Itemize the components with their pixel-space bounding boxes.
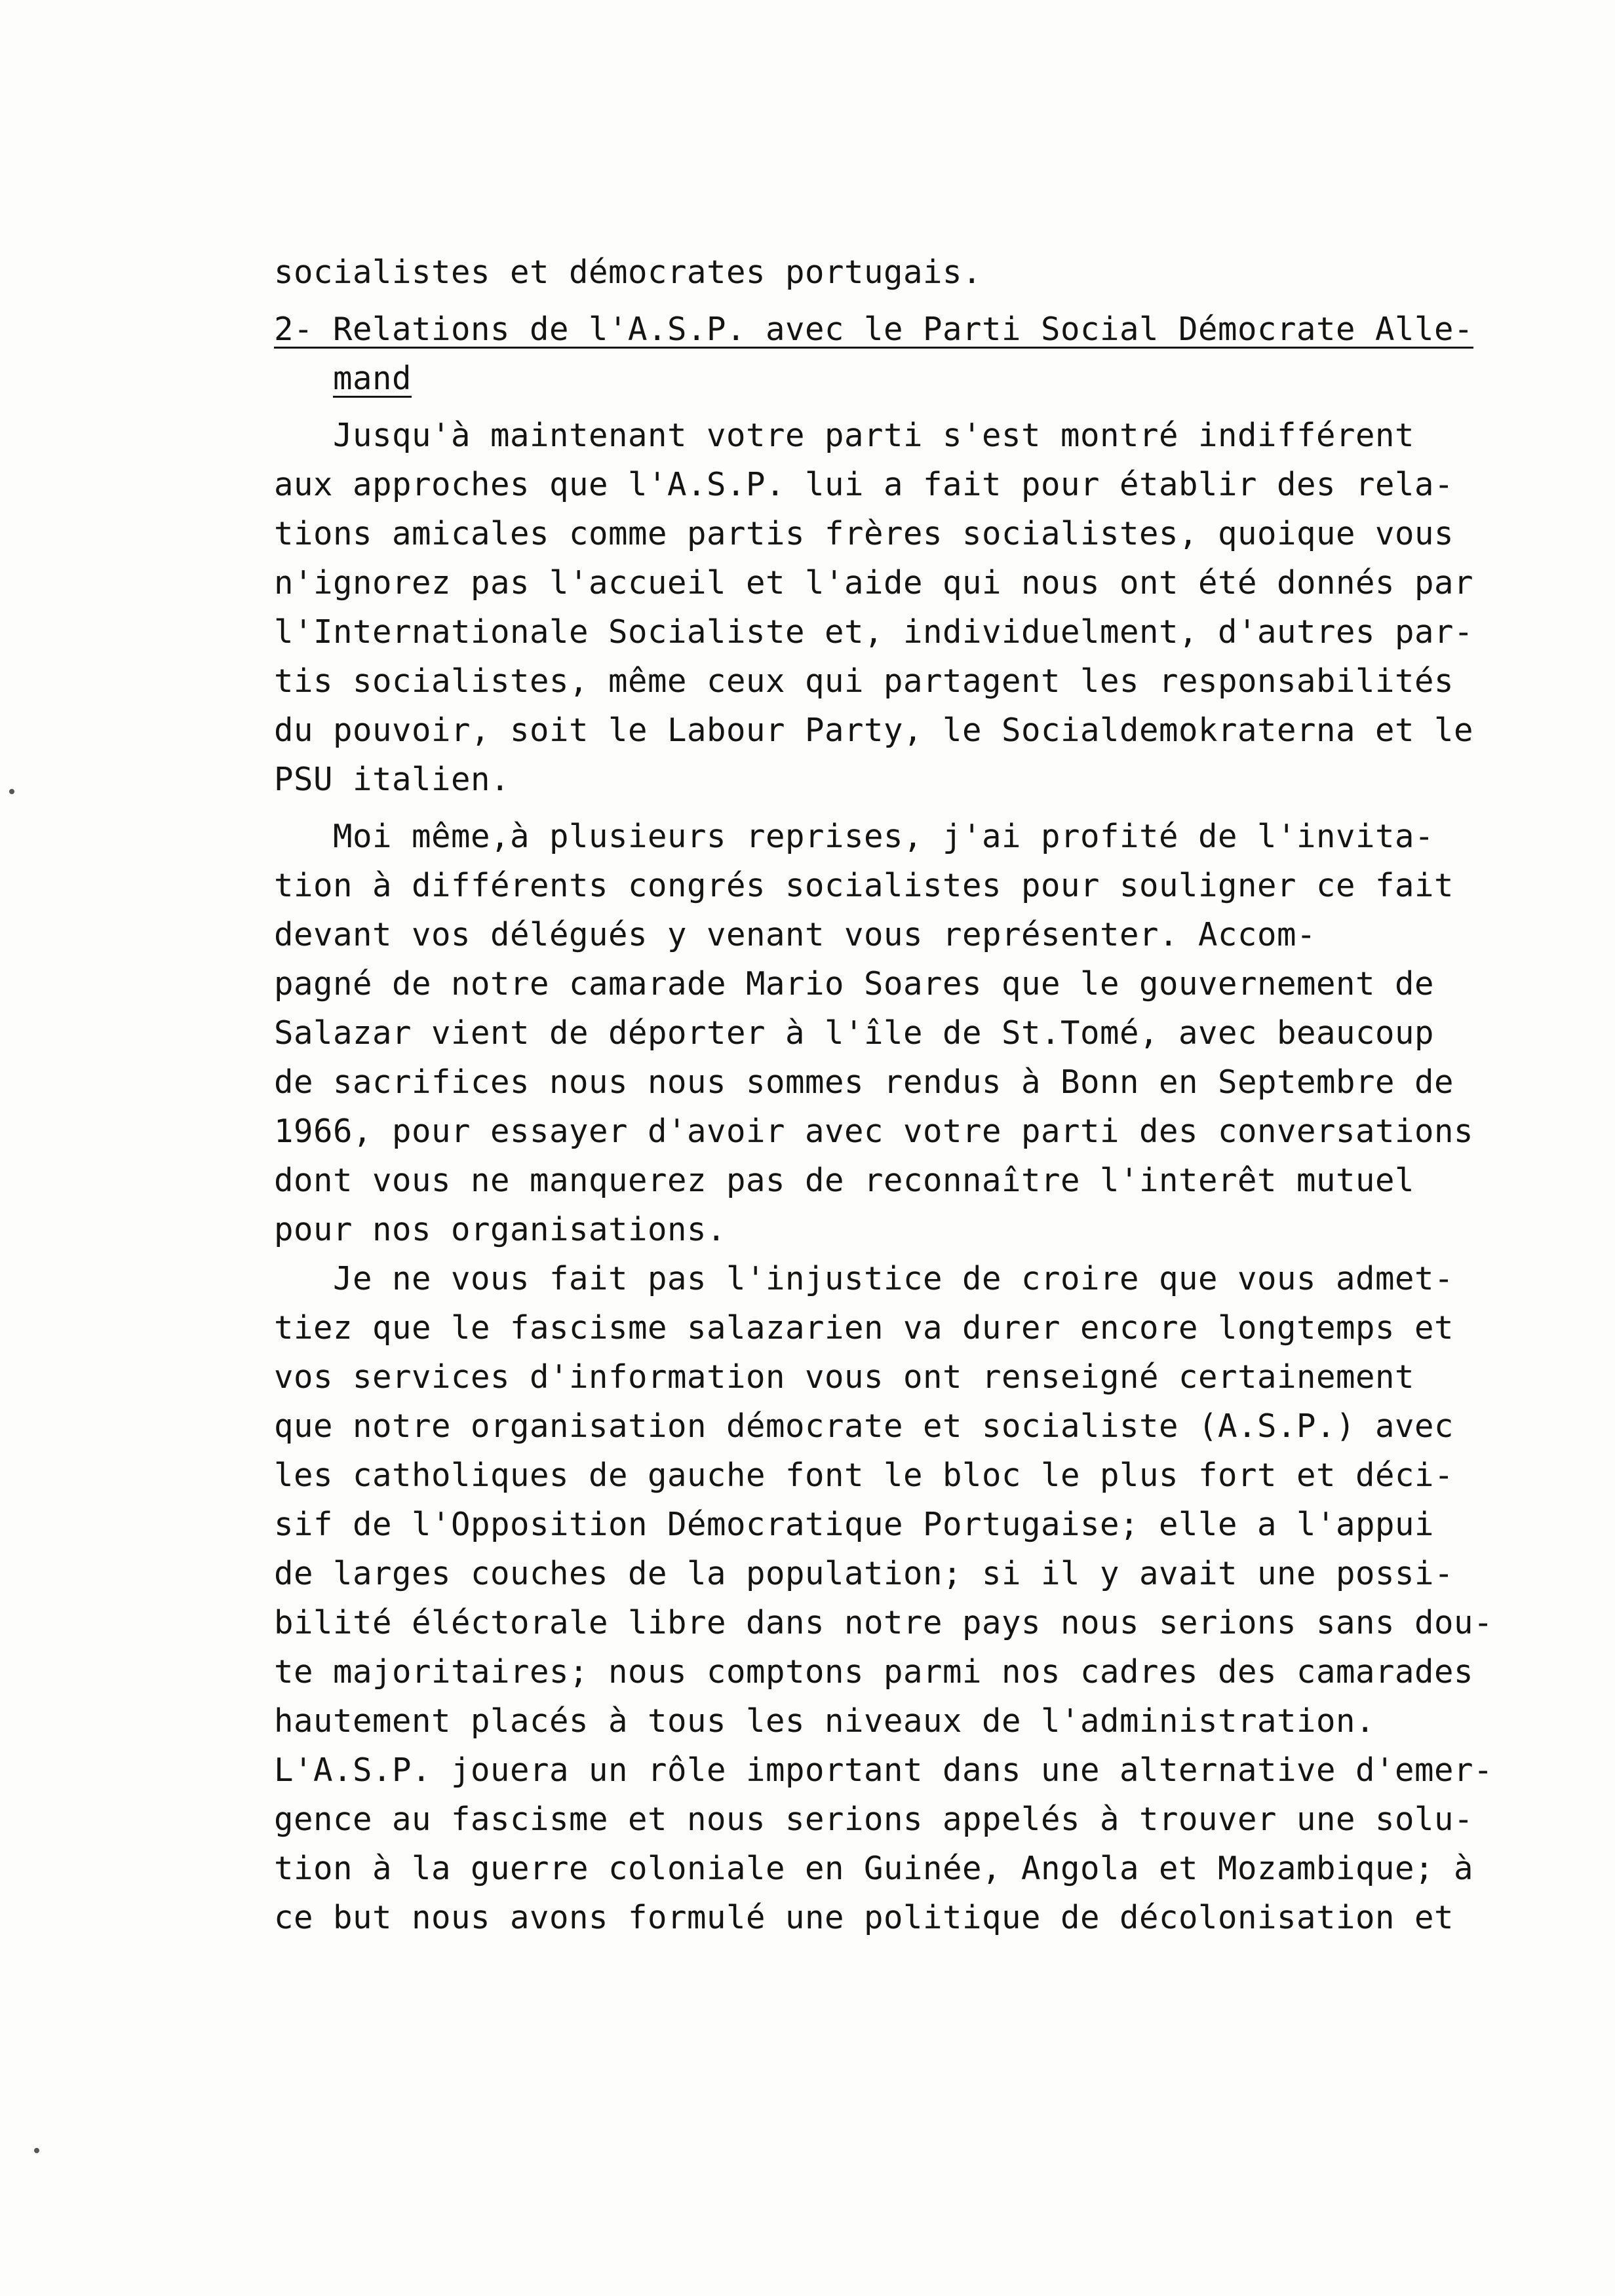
text-line: pagné de notre camarade Mario Soares que le gouvernement de (274, 965, 1435, 1003)
text-line: Je ne vous fait pas l'injustice de croire que vous admet- (333, 1260, 1454, 1297)
text-line: PSU italien. (274, 761, 511, 798)
text-line: bilité éléctorale libre dans notre pays nous serions sans dou- (274, 1604, 1494, 1641)
text-line: vos services d'information vous ont renseigné certainement (274, 1358, 1415, 1396)
text-line: socialistes et démocrates portugais. (274, 254, 983, 291)
text-line: les catholiques de gauche font le bloc le plus fort et déci- (274, 1457, 1454, 1494)
paper-speck (9, 789, 14, 794)
document-body (274, 248, 1506, 1942)
paragraph-1 (274, 411, 1506, 804)
text-line: pour nos organisations. (274, 1211, 727, 1248)
text-line: L'A.S.P. jouera un rôle important dans une alternative d'emer- (274, 1751, 1494, 1789)
section-heading-continuation: mand (333, 360, 412, 397)
paragraph-3 (274, 1254, 1506, 1942)
text-line: hautement placés à tous les niveaux de l'administration. (274, 1702, 1376, 1740)
section-heading: 2- Relations de l'A.S.P. avec le Parti Social Démocrate Alle- (274, 311, 1474, 348)
paper-speck (34, 2148, 39, 2153)
text-line: de sacrifices nous nous sommes rendus à Bonn en Septembre de (274, 1063, 1454, 1101)
text-line: Moi même,à plusieurs reprises, j'ai profité de l'invita- (333, 818, 1435, 855)
text-line: tiez que le fascisme salazarien va durer encore longtemps et (274, 1309, 1454, 1347)
text-line: que notre organisation démocrate et socialiste (A.S.P.) avec (274, 1407, 1454, 1445)
text-line: Salazar vient de déporter à l'île de St.Tomé, avec beaucoup (274, 1014, 1435, 1052)
text-line: de larges couches de la population; si il y avait une possi- (274, 1555, 1454, 1592)
text-line: l'Internationale Socialiste et, individuelment, d'autres par- (274, 613, 1474, 651)
text-line: te majoritaires; nous comptons parmi nos cadres des camarades (274, 1653, 1474, 1691)
text-line: du pouvoir, soit le Labour Party, le Socialdemokraterna et le (274, 712, 1474, 749)
text-line: aux approches que l'A.S.P. lui a fait pour établir des rela- (274, 466, 1454, 503)
text-line: gence au fascisme et nous serions appelés à trouver une solu- (274, 1801, 1474, 1838)
text-line: tions amicales comme partis frères socialistes, quoique vous (274, 515, 1454, 552)
text-line: sif de l'Opposition Démocratique Portugaise; elle a l'appui (274, 1506, 1435, 1543)
text-line: devant vos délégués y venant vous représenter. Accom- (274, 916, 1317, 953)
text-line: tion à la guerre coloniale en Guinée, Angola et Mozambique; à (274, 1850, 1474, 1887)
text-line: dont vous ne manquerez pas de reconnaître l'interêt mutuel (274, 1162, 1415, 1199)
text-line: ce but nous avons formulé une politique de décolonisation et (274, 1899, 1454, 1936)
text-line: tion à différents congrés socialistes pour souligner ce fait (274, 867, 1454, 904)
paragraph-2 (274, 812, 1506, 1254)
text-line: tis socialistes, même ceux qui partagent les responsabilités (274, 662, 1454, 700)
text-line: n'ignorez pas l'accueil et l'aide qui nous ont été donnés par (274, 564, 1474, 602)
text-line: Jusqu'à maintenant votre parti s'est montré indifférent (333, 417, 1415, 454)
text-line: 1966, pour essayer d'avoir avec votre parti des conversations (274, 1113, 1474, 1150)
